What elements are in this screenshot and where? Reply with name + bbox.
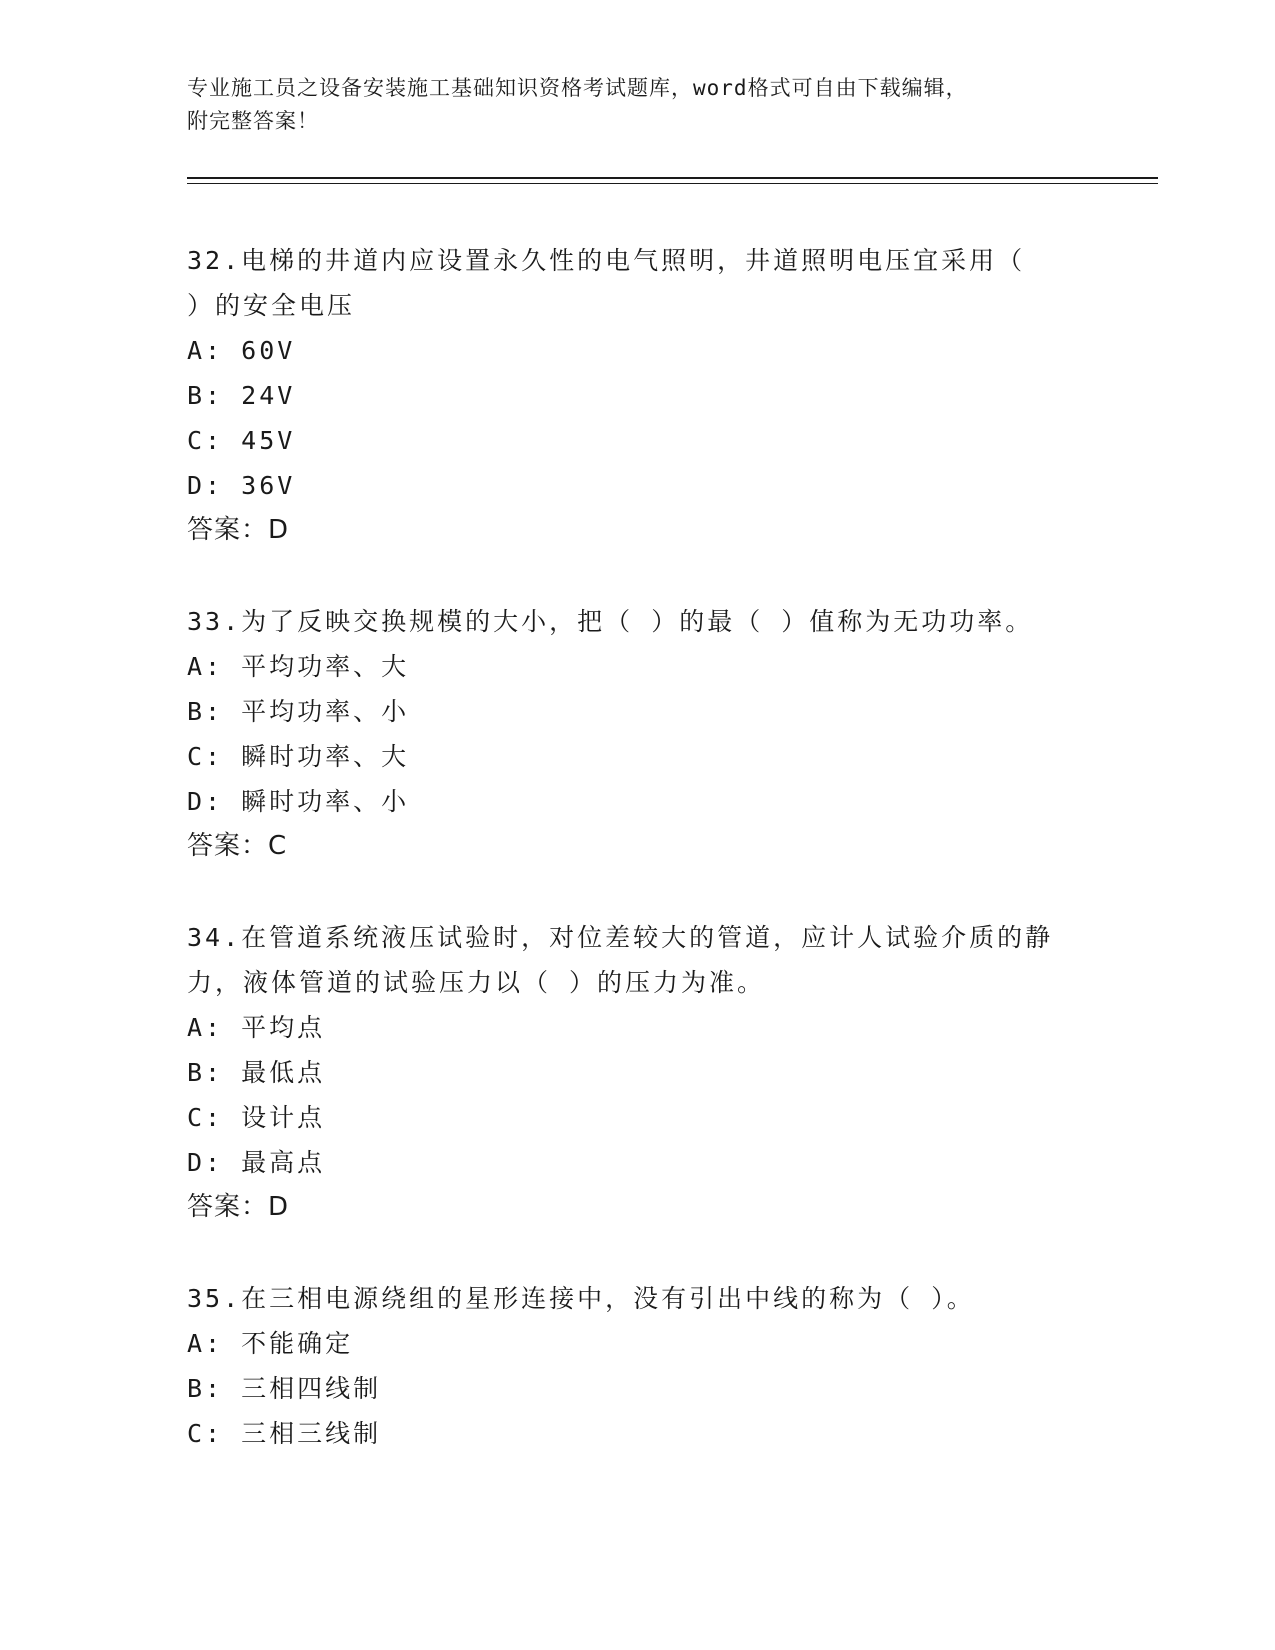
question-text: [187, 915, 1087, 1005]
option-b: B: 24V: [187, 381, 296, 410]
option-d: D: 最高点: [187, 1148, 326, 1177]
option-a: A: 60V: [187, 336, 296, 365]
option-b: B: 三相四线制: [187, 1374, 382, 1403]
question-text-line: 35.在三相电源绕组的星形连接中，没有引出中线的称为（ ）。: [187, 1284, 975, 1313]
question-list: [187, 238, 1087, 1502]
question-text-line: 34.在管道系统液压试验时，对位差较大的管道，应计人试验介质的静: [187, 923, 1054, 952]
option-b: B: 平均功率、小: [187, 697, 410, 726]
question-33: [187, 599, 1087, 869]
header-divider-thin: [187, 183, 1158, 184]
option-c: C: 三相三线制: [187, 1419, 382, 1448]
question-35: [187, 1276, 1087, 1456]
answer: 答案：C: [187, 831, 288, 861]
document-header: [187, 72, 1067, 138]
question-text-line: 32.电梯的井道内应设置永久性的电气照明，井道照明电压宜采用（: [187, 246, 1026, 275]
answer: 答案：D: [187, 515, 290, 545]
option-c: C: 瞬时功率、大: [187, 742, 410, 771]
option-c: C: 设计点: [187, 1103, 326, 1132]
question-34: [187, 915, 1087, 1230]
header-divider-thick: [187, 177, 1158, 179]
question-text-line: 33.为了反映交换规模的大小，把（ ）的最（ ）值称为无功功率。: [187, 607, 1034, 636]
option-a: A: 平均点: [187, 1013, 326, 1042]
question-text: [187, 599, 1087, 644]
option-a: A: 不能确定: [187, 1329, 354, 1358]
option-a: A: 平均功率、大: [187, 652, 410, 681]
question-32: [187, 238, 1087, 553]
question-text: [187, 1276, 1087, 1321]
answer: 答案：D: [187, 1192, 290, 1222]
question-text-line: ）的安全电压: [187, 291, 356, 320]
question-text-line: 力，液体管道的试验压力以（ ）的压力为准。: [187, 968, 766, 997]
option-d: D: 36V: [187, 471, 296, 500]
option-b: B: 最低点: [187, 1058, 326, 1087]
question-text: [187, 238, 1087, 328]
option-d: D: 瞬时功率、小: [187, 787, 410, 816]
header-line-1: 专业施工员之设备安装施工基础知识资格考试题库，word格式可自由下载编辑，: [187, 76, 968, 100]
header-line-2: 附完整答案！: [187, 109, 319, 133]
option-c: C: 45V: [187, 426, 296, 455]
